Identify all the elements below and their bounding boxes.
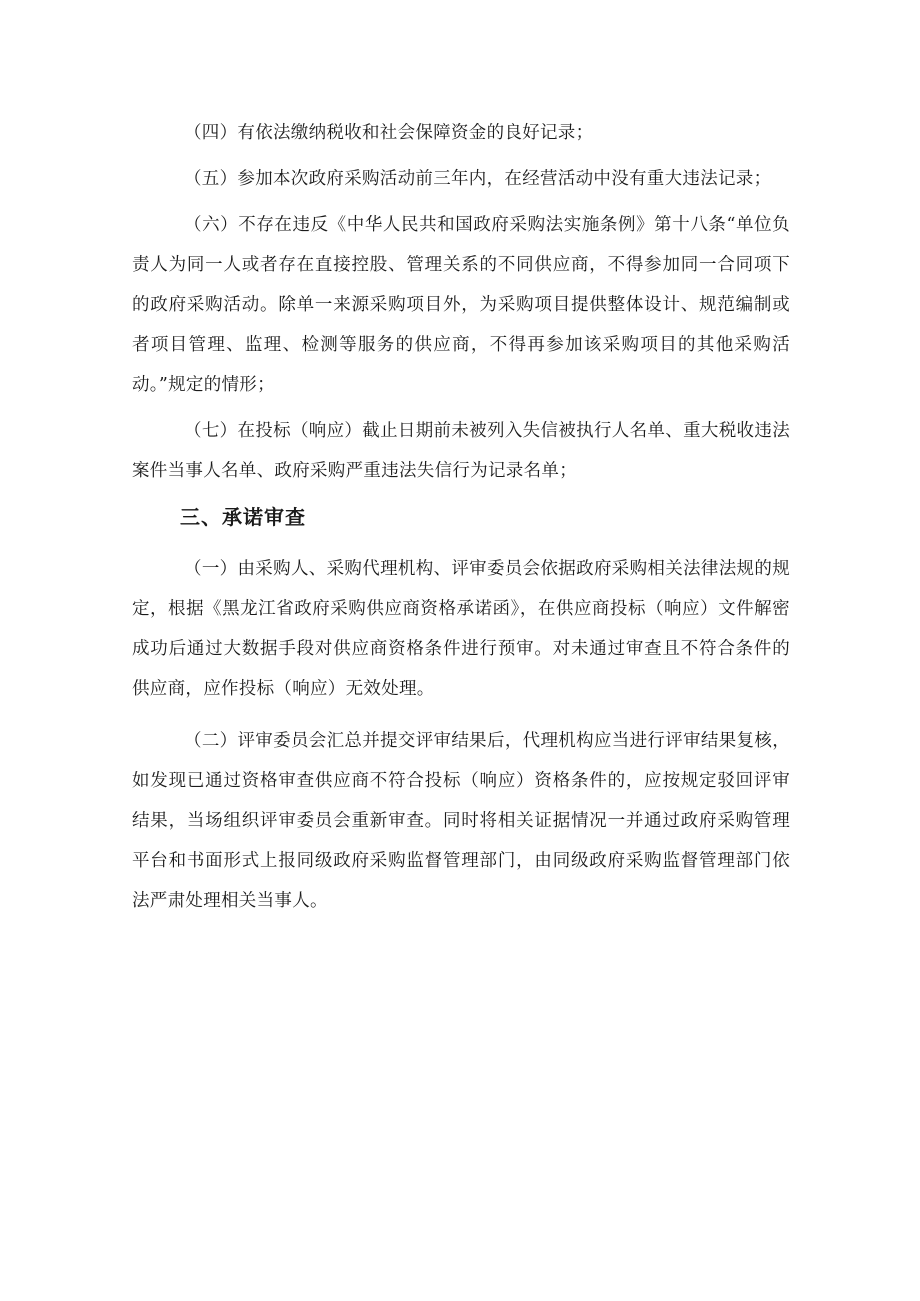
paragraph-item-5: （五）参加本次政府采购活动前三年内，在经营活动中没有重大违法记录； [184, 169, 772, 189]
document-body [132, 113, 790, 921]
paragraph-item-4: （四）有依法缴纳税收和社会保障资金的良好记录； [184, 123, 594, 143]
paragraph-item-7: （七）在投标（响应）截止日期前未被列入失信被执行人名单、重大税收违法案件当事人名单、政府采购严重违法失信行为记录名单； [132, 421, 790, 481]
paragraph-review-1: （一）由采购人、采购代理机构、评审委员会依据政府采购相关法律法规的规定，根据《黑龙江省政府采购供应商资格承诺函》，在供应商投标（响应）文件解密成功后通过大数据手段对供应商资格条件进行预审。对未通过审查且不符合条件的供应商，应作投标（响应）无效处理。 [132, 559, 790, 699]
paragraph-review-2: （二）评审委员会汇总并提交评审结果后，代理机构应当进行评审结果复核，如发现已通过资格审查供应商不符合投标（响应）资格条件的，应按规定驳回评审结果，当场组织评审委员会重新审查。同时将相关证据情况一并通过政府采购管理平台和书面形式上报同级政府采购监督管理部门，由同级政府采购监督管理部门依法严肃处理相关当事人。 [132, 731, 790, 911]
section-heading: 三、承诺审查 [180, 505, 306, 529]
paragraph-item-6: （六）不存在违反《中华人民共和国政府采购法实施条例》第十八条“单位负责人为同一人或者存在直接控股、管理关系的不同供应商，不得参加同一合同项下的政府采购活动。除单一来源采购项目外，为采购项目提供整体设计、规范编制或者项目管理、监理、检测等服务的供应商，不得再参加该采购项目的其他采购活动。”规定的情形； [132, 215, 790, 395]
